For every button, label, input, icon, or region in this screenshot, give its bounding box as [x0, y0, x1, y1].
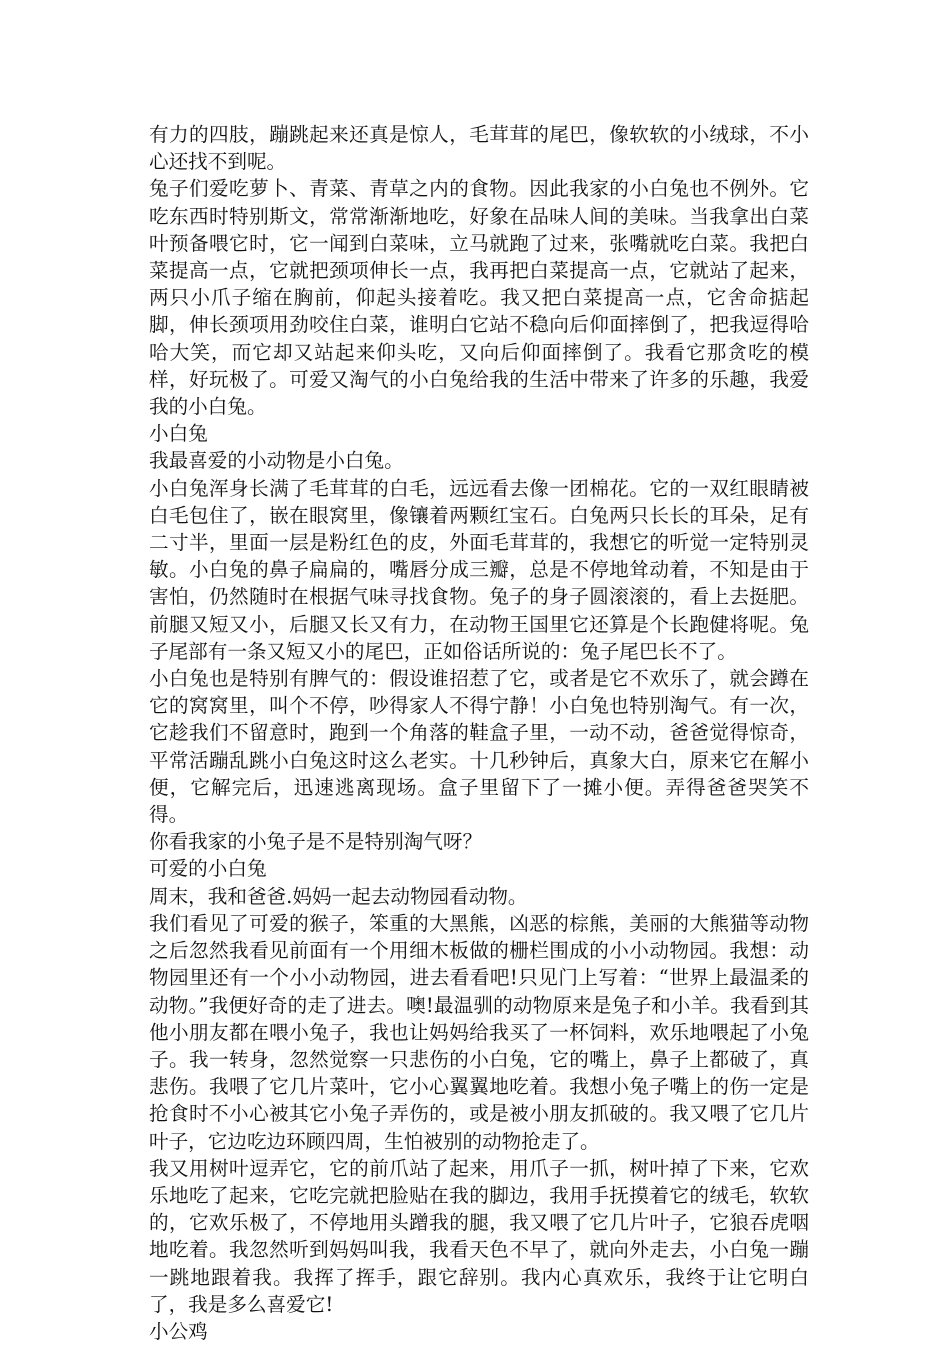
paragraph-favorite-animal: 我最喜爱的小动物是小白兔。 [149, 449, 404, 473]
paragraph-rabbit-temper: 小白兔也是特别有脾气的：假设谁招惹了它，或者是它不欢乐了，就会蹲在它的窝窝里，叫个不停，吵得家人不得宁静！小白兔也特别淘气。有一次，它趁我们不留意时，跑到一个角落的鞋盒子里，一动不动，爸爸觉得惊奇，平常活蹦乱跳小白兔这时这么老实。十几秒钟后，真象大白，原来它在解小便，它解完后，迅速逃离现场。盒子里留下了一摊小便。弄得爸爸哭笑不得。 [149, 667, 809, 827]
paragraph-rabbit-description: 小白兔浑身长满了毛茸茸的白毛，远远看去像一团棉花。它的一双红眼睛被白毛包住了，嵌在眼窝里，像镶着两颗红宝石。白兔两只长长的耳朵，足有二寸半，里面一层是粉红色的皮，外面毛茸茸的，我想它的听觉一定特别灵敏。小白兔的鼻子扁扁的，嘴唇分成三瓣，总是不停地耸动着，不知是由于害怕，仍然随时在根据气味寻找食物。兔子的身子圆滚滚的，看上去挺肥。前腿又短又小，后腿又长又有力，在动物王国里它还算是个长跑健将呢。兔子尾部有一条又短又小的尾巴，正如俗话所说的：兔子尾巴长不了。 [149, 476, 809, 663]
paragraph-rabbit-appearance-end: 有力的四肢，蹦跳起来还真是惊人，毛茸茸的尾巴，像软软的小绒球，不小心还找不到呢。 [149, 123, 809, 174]
paragraph-naughty-question: 你看我家的小兔子是不是特别淘气呀？ [149, 830, 483, 854]
section-title-little-rooster: 小公鸡 [149, 1319, 208, 1343]
paragraph-zoo-visit: 我们看见了可爱的猴子，笨重的大黑熊，凶恶的棕熊，美丽的大熊猫等动物之后忽然我看见前面有一个用细木板做的栅栏围成的小小动物园。我想：动物园里还有一个小小动物园，进去看看吧!只见门上写着：“世界上最温柔的动物。”我便好奇的走了进去。噢!最温驯的动物原来是兔子和小羊。我看到其他小朋友都在喂小兔子，我也让妈妈给我买了一杯饲料，欢乐地喂起了小兔子。我一转身，忽然觉察一只悲伤的小白兔，它的嘴上，鼻子上都破了，真悲伤。我喂了它几片菜叶，它小心翼翼地吃着。我想小兔子嘴上的伤一定是抢食时不小心被其它小兔子弄伤的，或是被小朋友抓破的。我又喂了它几片叶子，它边吃边环顾四周，生怕被别的动物抢走了。 [149, 911, 809, 1153]
paragraph-playing-with-rabbit: 我又用树叶逗弄它，它的前爪站了起来，用爪子一抓，树叶掉了下来，它欢乐地吃了起来，它吃完就把脸贴在我的脚边，我用手抚摸着它的绒毛，软软的，它欢乐极了，不停地用头蹭我的腿，我又喂了它几片叶子，它狼吞虎咽地吃着。我忽然听到妈妈叫我，我看天色不早了，就向外走去，小白兔一蹦一跳地跟着我。我挥了挥手，跟它辞别。我内心真欢乐，我终于让它明白了，我是多么喜爱它! [149, 1156, 809, 1316]
paragraph-rabbit-eating: 兔子们爱吃萝卜、青菜、青草之内的食物。因此我家的小白兔也不例外。它吃东西时特别斯文，常常渐渐地吃，好象在品味人间的美味。当我拿出白菜叶预备喂它时，它一闻到白菜味，立马就跑了过来，张嘴就吃白菜。我把白菜提高一点，它就把颈项伸长一点，我再把白菜提高一点，它就站了起来，两只小爪子缩在胸前，仰起头接着吃。我又把白菜提高一点，它舍命掂起脚，伸长颈项用劲咬住白菜，谁明白它站不稳向后仰面摔倒了，把我逗得哈哈大笑，而它却又站起来仰头吃，又向后仰面摔倒了。我看它那贪吃的模样，好玩极了。可爱又淘气的小白兔给我的生活中带来了许多的乐趣，我爱我的小白兔。 [149, 177, 809, 419]
section-title-lovely-white-rabbit: 可爱的小白兔 [149, 857, 267, 881]
document-body [149, 121, 809, 1345]
paragraph-weekend-zoo: 周末，我和爸爸.妈妈一起去动物园看动物。 [149, 884, 528, 908]
section-title-little-white-rabbit: 小白兔 [149, 422, 208, 446]
